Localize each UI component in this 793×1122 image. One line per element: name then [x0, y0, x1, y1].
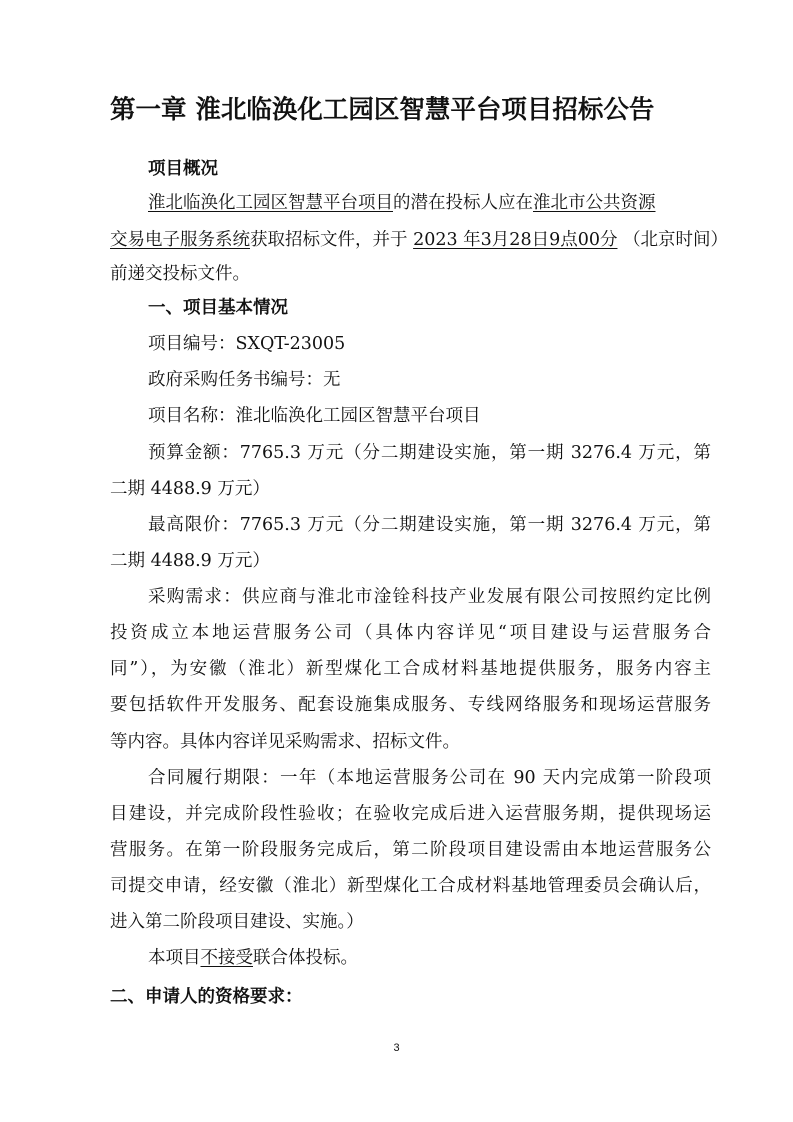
requirement-line-2: 投资成立本地运营服务公司（具体内容详见“项目建设与运营服务合 — [110, 623, 711, 643]
requirement-line-1: 采购需求：供应商与淮北市淦铨科技产业发展有限公司按照约定比例 — [148, 587, 711, 607]
overview-text: 获取招标文件，并于 — [250, 230, 408, 250]
overview-line-3: 前递交投标文件。 — [110, 264, 250, 284]
project-name-underlined: 淮北临涣化工园区智慧平台项目 — [148, 193, 393, 213]
section1-heading: 一、项目基本情况 — [148, 298, 288, 318]
term-line-5: 进入第二阶段项目建设、实施。） — [110, 912, 364, 932]
consortium-line — [148, 947, 358, 969]
budget-line-2: 二期 4488.9 万元） — [110, 479, 270, 499]
budget-line-1: 预算金额：7765.3 万元（分二期建设实施，第一期 3276.4 万元，第 — [148, 443, 711, 463]
term-line-2: 目建设，并完成阶段性验收；在验收完成后进入运营服务期，提供现场运 — [110, 804, 711, 824]
requirement-line-4: 要包括软件开发服务、配套设施集成服务、专线网络服务和现场运营服务 — [110, 695, 711, 715]
max-price-line-2: 二期 4488.9 万元） — [110, 551, 270, 571]
term-line-4: 司提交申请，经安徽（淮北）新型煤化工合成材料基地管理委员会确认后， — [110, 876, 711, 896]
overview-text: 的潜在投标人应在 — [393, 193, 533, 213]
not-accepted-underlined: 不接受 — [200, 948, 253, 968]
page-number: 3 — [393, 1042, 400, 1054]
project-number: 项目编号：SXQT-23005 — [148, 334, 346, 354]
overview-heading: 项目概况 — [148, 159, 218, 179]
requirement-line-3: 同”），为安徽（淮北）新型煤化工合成材料基地提供服务，服务内容主 — [110, 659, 711, 679]
overview-line-1 — [148, 192, 656, 214]
overview-line-2 — [110, 229, 728, 251]
term-line-3: 营服务。在第一阶段服务完成后，第二阶段项目建设需由本地运营服务公 — [110, 840, 711, 860]
term-line-1: 合同履行期限：一年（本地运营服务公司在 90 天内完成第一阶段项 — [148, 768, 711, 788]
system-underlined: 交易电子服务系统 — [110, 230, 250, 250]
requirement-line-5: 等内容。具体内容详见采购需求、招标文件。 — [110, 732, 460, 752]
max-price-line-1: 最高限价：7765.3 万元（分二期建设实施，第一期 3276.4 万元，第 — [148, 515, 711, 535]
consortium-text: 联合体投标。 — [253, 948, 358, 968]
consortium-text: 本项目 — [148, 948, 201, 968]
project-name: 项目名称：淮北临涣化工园区智慧平台项目 — [148, 406, 481, 426]
platform-underlined: 淮北市公共资源 — [533, 193, 656, 213]
gov-task-number: 政府采购任务书编号：无 — [148, 370, 341, 390]
section2-heading: 二、申请人的资格要求： — [110, 987, 303, 1007]
deadline-underlined: 2023 年3月28日9点00分 — [413, 230, 618, 250]
document-title: 第一章 淮北临涣化工园区智慧平台项目招标公告 — [110, 95, 655, 125]
overview-text: （北京时间） — [623, 230, 729, 250]
